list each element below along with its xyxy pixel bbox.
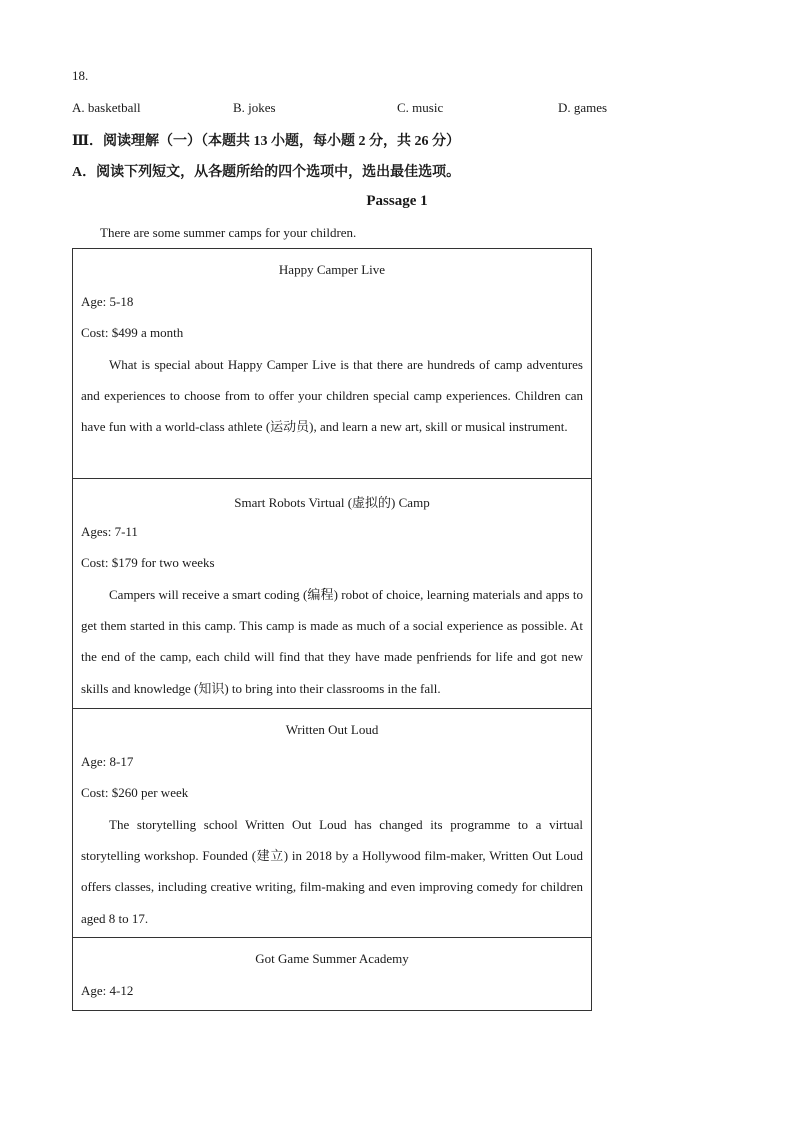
camp-description: The storytelling school Written Out Loud has changed its programme to a virtual storytelling workshop. Founded (建立) in 2018 by a Hollywood film-maker, Written Out Loud offers classes, including creative writing, film-making and even improving comedy for children aged 8 to 17. — [81, 817, 583, 926]
camps-table — [72, 248, 592, 1011]
camp-card — [73, 709, 591, 938]
camp-name: Smart Robots Virtual (虚拟的) Camp — [234, 495, 430, 510]
option-a: A. basketball — [72, 100, 141, 115]
camp-cost: Cost: $179 for two weeks — [81, 555, 215, 570]
camp-cost: Cost: $260 per week — [81, 785, 189, 800]
option-d: D. games — [558, 100, 608, 115]
camp-card — [73, 479, 591, 709]
camp-card — [73, 249, 591, 479]
camp-name: Happy Camper Live — [278, 262, 386, 277]
camp-age: Age: 5-18 — [81, 294, 134, 309]
camp-description: Campers will receive a smart coding (编程) robot of choice, learning materials and apps to get them started in this camp. This camp is made as much of a social experience as possible. At the end of the camp, each child will find that they have made penfriends for life and got new skills and knowledge (知识) to bring into their classrooms in the fall. — [81, 587, 583, 696]
option-c: C. music — [397, 100, 444, 115]
camp-name: Got Game Summer Academy — [255, 951, 409, 966]
camp-name: Written Out Loud — [285, 722, 379, 737]
camp-card — [73, 938, 591, 1010]
section-heading: Ⅲ．阅读理解（一）（本题共 13 小题，每小题 2 分，共 26 分） — [72, 134, 461, 149]
camp-age: Ages: 7-11 — [81, 524, 138, 539]
section-instruction: A．阅读下列短文，从各题所给的四个选项中，选出最佳选项。 — [72, 165, 461, 180]
camp-cost: Cost: $499 a month — [81, 325, 184, 340]
passage-intro: There are some summer camps for your children. — [100, 225, 357, 240]
camp-age: Age: 8-17 — [81, 754, 134, 769]
camp-age: Age: 4-12 — [81, 983, 134, 998]
option-b: B. jokes — [233, 100, 276, 115]
question-number: 18. — [72, 68, 89, 83]
passage-title: Passage 1 — [366, 193, 428, 209]
camp-description: What is special about Happy Camper Live is that there are hundreds of camp adventures and experiences to choose from to offer your children special camp experiences. Children can have fun with a world-class athlete (运动员), and learn a new art, skill or musical instrument. — [81, 357, 583, 435]
